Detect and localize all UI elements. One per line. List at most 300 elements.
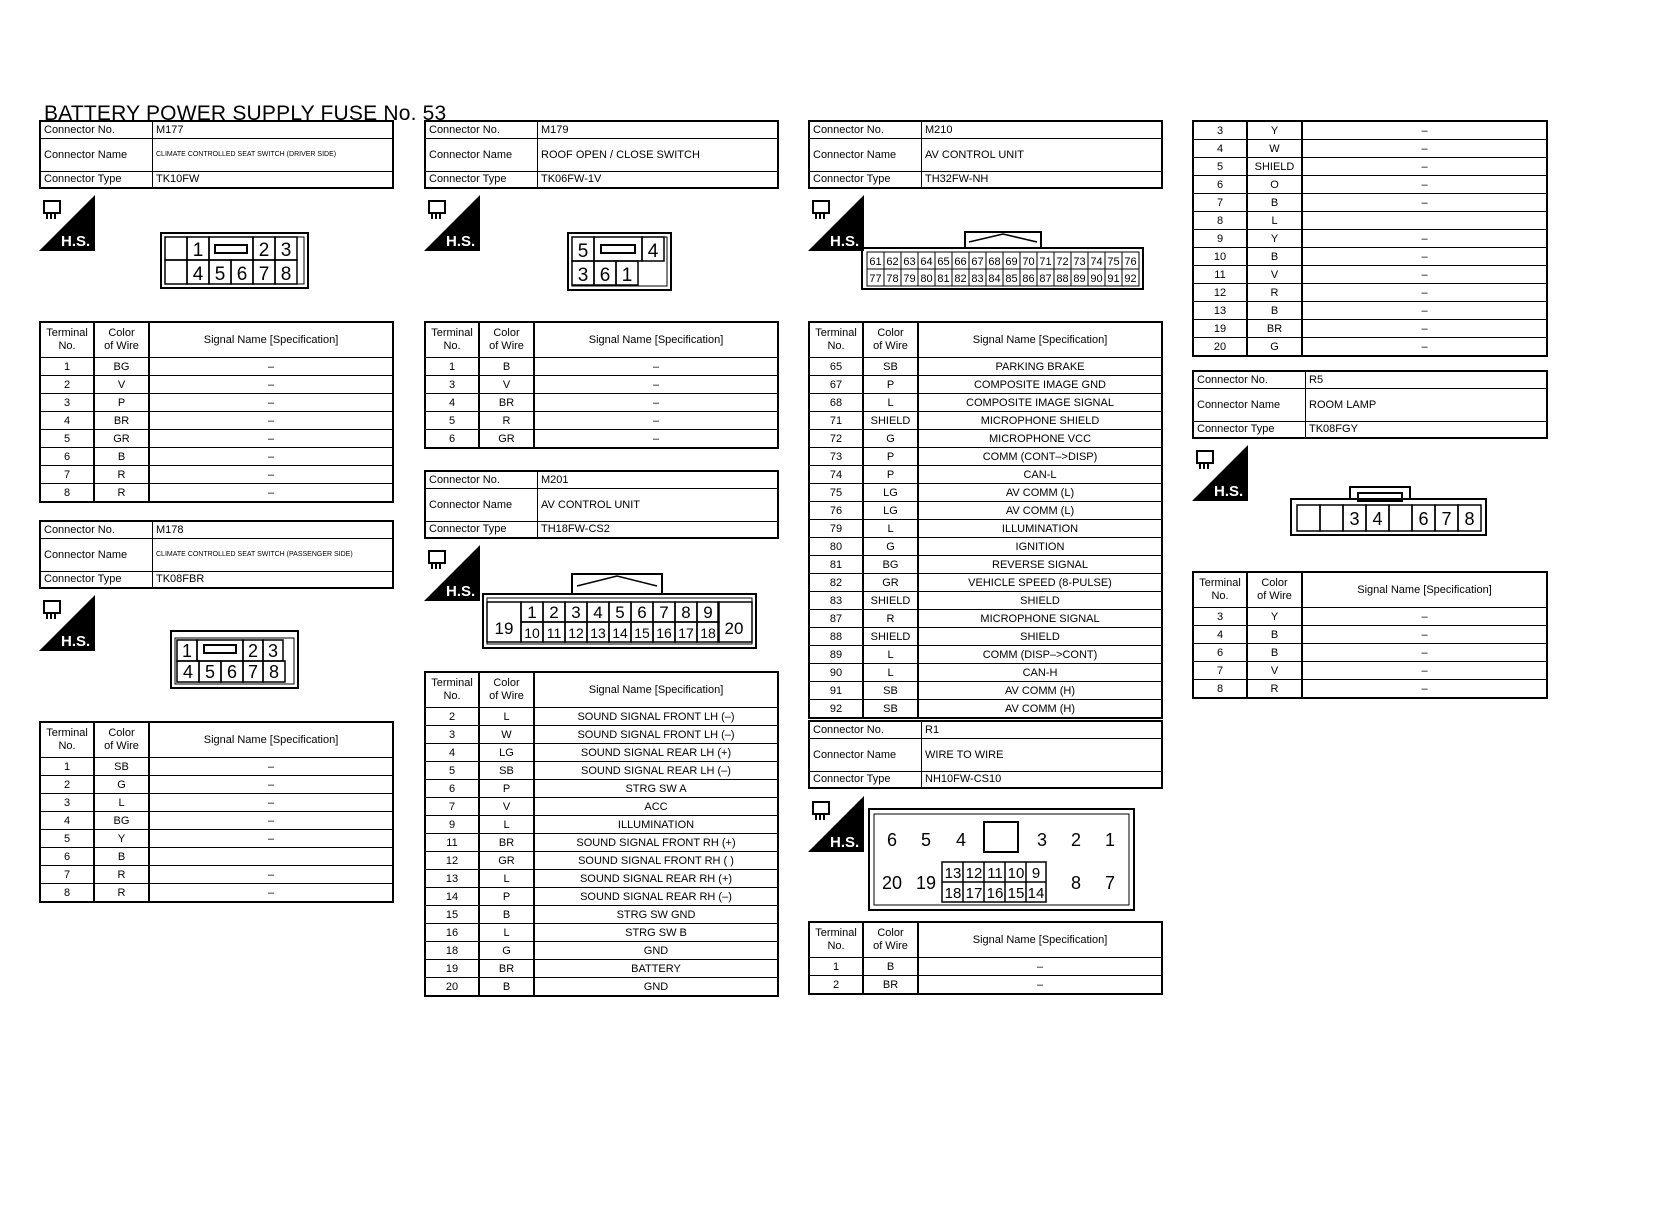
signal-name: SOUND SIGNAL FRONT LH (–): [534, 726, 778, 744]
terminal-no: 12: [425, 852, 479, 870]
pin-label: 2: [549, 603, 559, 622]
wire-color: Y: [1247, 608, 1302, 626]
svg-text:H.S.: H.S.: [830, 233, 860, 250]
table-row: [40, 448, 393, 466]
table-row: [809, 430, 1162, 448]
table-row: [809, 520, 1162, 538]
terminal-no: 19: [425, 960, 479, 978]
label-connector-name: Connector Name: [40, 138, 153, 171]
signal-name: –: [534, 358, 778, 376]
table-row: [1193, 230, 1547, 248]
wire-color: P: [863, 376, 918, 394]
pin-label: 1: [192, 240, 204, 261]
wire-color: L: [1247, 212, 1302, 230]
signal-name: –: [1302, 230, 1547, 248]
signal-name: VEHICLE SPEED (8-PULSE): [918, 574, 1162, 592]
wire-color: R: [479, 412, 534, 430]
label-connector-no: Connector No.: [40, 521, 153, 538]
pin-label: 2: [258, 240, 270, 261]
wire-color: O: [1247, 176, 1302, 194]
terminal-no: 7: [40, 866, 94, 884]
connector-m201: [424, 470, 779, 539]
terminal-table-continuation: [1192, 120, 1548, 357]
pin-label: 61: [869, 256, 882, 268]
harness-side-icon: [424, 545, 480, 601]
pin-label: 7: [258, 264, 270, 285]
wire-color: R: [94, 466, 149, 484]
signal-name: –: [918, 958, 1162, 976]
label-connector-name: Connector Name: [425, 488, 538, 521]
pin-label: 87: [1039, 273, 1052, 285]
wire-color: P: [479, 888, 534, 906]
pin-label: 3: [571, 603, 581, 622]
header-signal-name: Signal Name [Specification]: [149, 322, 393, 358]
signal-name: –: [1302, 662, 1547, 680]
connector-type-value: TK08FBR: [153, 571, 394, 588]
connector-m177: [39, 120, 394, 189]
table-row: [425, 394, 778, 412]
connector-no-value: M178: [153, 521, 394, 538]
table-row: [809, 484, 1162, 502]
table-row: [425, 376, 778, 394]
label-connector-type: Connector Type: [809, 771, 922, 788]
table-row: [1193, 338, 1547, 357]
table-row: [425, 726, 778, 744]
table-row: [809, 592, 1162, 610]
pin-label: 12: [965, 865, 983, 882]
pin-label: 79: [903, 273, 916, 285]
table-row: [40, 466, 393, 484]
harness-side-icon: [424, 195, 480, 251]
connector-name-value: CLIMATE CONTROLLED SEAT SWITCH (DRIVER SIDE): [153, 138, 394, 171]
connector-face-r5: [1290, 485, 1488, 542]
table-row: [809, 376, 1162, 394]
label-connector-type: Connector Type: [809, 171, 922, 188]
signal-name: SOUND SIGNAL FRONT LH (–): [534, 708, 778, 726]
signal-name: –: [534, 376, 778, 394]
terminal-no: 2: [809, 976, 863, 995]
wire-color: BR: [1247, 320, 1302, 338]
table-row: [425, 906, 778, 924]
signal-name: SOUND SIGNAL REAR RH (–): [534, 888, 778, 906]
wire-color: L: [479, 870, 534, 888]
connector-name-value: ROOF OPEN / CLOSE SWITCH: [538, 138, 779, 171]
harness-side-icon: [808, 195, 864, 251]
table-row: [425, 762, 778, 780]
pin-label: 63: [903, 256, 916, 268]
header-signal-name: Signal Name [Specification]: [918, 922, 1162, 958]
connector-m178: [39, 520, 394, 589]
table-row: [809, 448, 1162, 466]
signal-name: –: [1302, 121, 1547, 140]
terminal-no: 5: [1193, 158, 1247, 176]
pin-label: 6: [226, 662, 238, 682]
pin-label: 90: [1090, 273, 1103, 285]
table-row: [40, 794, 393, 812]
signal-name: –: [149, 776, 393, 794]
pin-label: 4: [1372, 509, 1383, 529]
terminal-no: 2: [40, 776, 94, 794]
signal-name: MICROPHONE SHIELD: [918, 412, 1162, 430]
pin-label: 8: [280, 264, 292, 285]
terminal-table-header: [425, 672, 778, 708]
pin-label: 3: [280, 240, 292, 261]
pin-label: 81: [937, 273, 950, 285]
signal-name: COMM (CONT–>DISP): [918, 448, 1162, 466]
terminal-no: 3: [40, 394, 94, 412]
connector-no-value: R5: [1306, 371, 1548, 388]
terminal-no: 6: [425, 780, 479, 798]
table-row: [809, 556, 1162, 574]
signal-name: –: [149, 484, 393, 503]
connector-header: [808, 120, 1163, 189]
pin-label: 5: [577, 241, 589, 262]
wire-color: SHIELD: [863, 412, 918, 430]
pin-label: 6: [1418, 509, 1429, 529]
terminal-no: 6: [1193, 644, 1247, 662]
header-signal-name: Signal Name [Specification]: [534, 672, 778, 708]
signal-name: –: [1302, 626, 1547, 644]
pin-label: 5: [214, 264, 226, 285]
pin-label: 4: [182, 662, 194, 682]
wire-color: BG: [94, 358, 149, 376]
signal-name: –: [149, 884, 393, 903]
connector-type-value: TH18FW-CS2: [538, 521, 779, 538]
table-row: [809, 574, 1162, 592]
table-row: [40, 376, 393, 394]
header-color-of-wire: Color of Wire: [1247, 572, 1302, 608]
header-color-of-wire: Color of Wire: [94, 322, 149, 358]
wire-color: B: [479, 978, 534, 997]
terminal-no: 10: [1193, 248, 1247, 266]
signal-name: BATTERY: [534, 960, 778, 978]
table-row: [1193, 266, 1547, 284]
pin-label: 2: [247, 641, 259, 661]
signal-name: CAN-L: [918, 466, 1162, 484]
pin-label: 62: [886, 256, 899, 268]
signal-name: –: [918, 976, 1162, 995]
terminal-no: 19: [1193, 320, 1247, 338]
connector-face-m210: [861, 230, 1146, 297]
signal-name: –: [149, 376, 393, 394]
header-terminal-no: Terminal No.: [809, 322, 863, 358]
wire-color: L: [479, 924, 534, 942]
table-row: [1193, 176, 1547, 194]
terminal-no: 82: [809, 574, 863, 592]
wire-color: V: [479, 376, 534, 394]
pin-label: 11: [546, 625, 562, 641]
pin-label: 75: [1107, 256, 1120, 268]
table-row: [809, 664, 1162, 682]
signal-name: –: [534, 430, 778, 449]
terminal-table-header: [1193, 572, 1547, 608]
wire-color: BG: [863, 556, 918, 574]
wire-color: LG: [863, 502, 918, 520]
pin-label: 15: [634, 625, 650, 641]
pin-label: 18: [700, 625, 716, 641]
wire-color: B: [863, 958, 918, 976]
label-connector-no: Connector No.: [1193, 371, 1306, 388]
table-row: [425, 780, 778, 798]
wire-color: V: [479, 798, 534, 816]
table-row: [425, 870, 778, 888]
wire-color: SB: [94, 758, 149, 776]
signal-name: SOUND SIGNAL REAR LH (–): [534, 762, 778, 780]
table-row: [425, 978, 778, 997]
pin-label: 10: [524, 625, 540, 641]
wire-color: V: [94, 376, 149, 394]
terminal-no: 8: [1193, 212, 1247, 230]
pin-label: 1: [1104, 830, 1116, 850]
signal-name: STRG SW GND: [534, 906, 778, 924]
header-signal-name: Signal Name [Specification]: [918, 322, 1162, 358]
wire-color: R: [1247, 284, 1302, 302]
connector-header: [424, 120, 779, 189]
table-row: [40, 430, 393, 448]
connector-face-m179: [567, 232, 673, 297]
connector-type-value: TH32FW-NH: [922, 171, 1163, 188]
terminal-no: 5: [425, 412, 479, 430]
label-connector-type: Connector Type: [1193, 421, 1306, 438]
connector-face-r1: [868, 808, 1136, 917]
header-color-of-wire: Color of Wire: [863, 322, 918, 358]
wire-color: BG: [94, 812, 149, 830]
connector-name-value: ROOM LAMP: [1306, 388, 1548, 421]
terminal-no: 72: [809, 430, 863, 448]
table-row: [1193, 662, 1547, 680]
label-connector-name: Connector Name: [809, 138, 922, 171]
connector-no-value: M179: [538, 121, 779, 138]
pin-label: 12: [568, 625, 584, 641]
pin-label: 89: [1073, 273, 1086, 285]
pin-label: 4: [955, 830, 967, 850]
terminal-no: 16: [425, 924, 479, 942]
table-row: [1193, 626, 1547, 644]
svg-text:H.S.: H.S.: [1214, 483, 1244, 500]
label-connector-no: Connector No.: [425, 121, 538, 138]
pin-label: 82: [954, 273, 967, 285]
pin-label: 88: [1056, 273, 1069, 285]
signal-name: MICROPHONE SIGNAL: [918, 610, 1162, 628]
wire-color: BR: [479, 960, 534, 978]
connector-type-value: TK06FW-1V: [538, 171, 779, 188]
signal-name: AV COMM (L): [918, 484, 1162, 502]
connector-header: [808, 720, 1163, 789]
pin-label: 11: [987, 865, 1003, 882]
connector-r5: [1192, 370, 1548, 439]
terminal-table-r5: [1192, 571, 1548, 699]
pin-label: 9: [1031, 865, 1041, 882]
table-row: [809, 502, 1162, 520]
svg-text:H.S.: H.S.: [830, 834, 860, 851]
label-connector-name: Connector Name: [1193, 388, 1306, 421]
pin-label: 86: [1022, 273, 1035, 285]
table-row: [425, 798, 778, 816]
signal-name: [1302, 212, 1547, 230]
svg-text:H.S.: H.S.: [61, 233, 91, 250]
wire-color: V: [1247, 662, 1302, 680]
terminal-no: 14: [425, 888, 479, 906]
table-row: [425, 960, 778, 978]
wire-color: GR: [479, 852, 534, 870]
terminal-table-m201: [424, 671, 779, 997]
pin-label: 8: [1464, 509, 1475, 529]
pin-label: 20: [724, 619, 744, 638]
terminal-no: 2: [40, 376, 94, 394]
terminal-no: 8: [40, 484, 94, 503]
pin-label: 68: [988, 256, 1001, 268]
terminal-no: 4: [425, 394, 479, 412]
header-color-of-wire: Color of Wire: [479, 322, 534, 358]
terminal-no: 75: [809, 484, 863, 502]
table-row: [1193, 680, 1547, 699]
pin-label: 85: [1005, 273, 1018, 285]
wire-color: R: [94, 484, 149, 503]
signal-name: SHIELD: [918, 592, 1162, 610]
signal-name: –: [1302, 140, 1547, 158]
connector-name-value: AV CONTROL UNIT: [538, 488, 779, 521]
pin-label: 6: [236, 264, 248, 285]
terminal-no: 87: [809, 610, 863, 628]
table-row: [425, 412, 778, 430]
terminal-no: 74: [809, 466, 863, 484]
terminal-no: 3: [40, 794, 94, 812]
pin-label: 13: [590, 625, 606, 641]
pin-label: 1: [621, 265, 633, 286]
signal-name: –: [1302, 176, 1547, 194]
terminal-table-header: [40, 722, 393, 758]
wire-color: G: [479, 942, 534, 960]
pin-label: 8: [681, 603, 691, 622]
terminal-no: 1: [809, 958, 863, 976]
terminal-no: 12: [1193, 284, 1247, 302]
pin-label: 8: [1070, 873, 1082, 893]
terminal-table-header: [809, 922, 1162, 958]
pin-label: 7: [1104, 873, 1116, 893]
pin-label: 4: [647, 241, 659, 262]
connector-header: [1192, 370, 1548, 439]
signal-name: ACC: [534, 798, 778, 816]
terminal-no: 68: [809, 394, 863, 412]
table-row: [40, 812, 393, 830]
terminal-no: 2: [425, 708, 479, 726]
table-row: [40, 758, 393, 776]
pin-label: 1: [527, 603, 537, 622]
header-terminal-no: Terminal No.: [40, 722, 94, 758]
signal-name: AV COMM (H): [918, 682, 1162, 700]
harness-side-icon: [39, 195, 95, 251]
signal-name: –: [1302, 284, 1547, 302]
connector-type-value: TK08FGY: [1306, 421, 1548, 438]
wire-color: Y: [94, 830, 149, 848]
terminal-no: 4: [1193, 140, 1247, 158]
signal-name: STRG SW B: [534, 924, 778, 942]
pin-label: 80: [920, 273, 933, 285]
wire-color: B: [94, 448, 149, 466]
signal-name: –: [149, 448, 393, 466]
wire-color: L: [863, 394, 918, 412]
pin-label: 67: [971, 256, 984, 268]
table-row: [425, 852, 778, 870]
wire-color: L: [863, 664, 918, 682]
terminal-no: 5: [40, 830, 94, 848]
signal-name: –: [149, 358, 393, 376]
label-connector-type: Connector Type: [40, 571, 153, 588]
terminal-no: 79: [809, 520, 863, 538]
table-row: [809, 412, 1162, 430]
terminal-no: 88: [809, 628, 863, 646]
terminal-no: 80: [809, 538, 863, 556]
wire-color: SB: [863, 358, 918, 376]
pin-label: 74: [1090, 256, 1103, 268]
connector-no-value: R1: [922, 721, 1163, 738]
terminal-no: 89: [809, 646, 863, 664]
connector-r1: [808, 720, 1163, 789]
header-terminal-no: Terminal No.: [809, 922, 863, 958]
wire-color: BR: [863, 976, 918, 995]
terminal-no: 3: [425, 376, 479, 394]
terminal-no: 73: [809, 448, 863, 466]
wire-color: L: [863, 520, 918, 538]
terminal-no: 13: [1193, 302, 1247, 320]
table-row: [425, 888, 778, 906]
label-connector-name: Connector Name: [425, 138, 538, 171]
pin-label: 7: [1441, 509, 1452, 529]
table-row: [809, 682, 1162, 700]
wire-color: B: [1247, 248, 1302, 266]
connector-name-value: AV CONTROL UNIT: [922, 138, 1163, 171]
terminal-no: 6: [425, 430, 479, 449]
connector-header: [39, 520, 394, 589]
signal-name: AV COMM (L): [918, 502, 1162, 520]
pin-label: 6: [637, 603, 647, 622]
signal-name: –: [1302, 680, 1547, 699]
terminal-no: 6: [40, 848, 94, 866]
wire-color: L: [479, 708, 534, 726]
wire-color: L: [94, 794, 149, 812]
wire-color: B: [1247, 644, 1302, 662]
pin-label: 5: [615, 603, 625, 622]
table-row: [809, 610, 1162, 628]
pin-label: 4: [593, 603, 603, 622]
table-row: [809, 466, 1162, 484]
connector-m210: [808, 120, 1163, 189]
wire-color: B: [94, 848, 149, 866]
terminal-no: 20: [425, 978, 479, 997]
wire-color: BR: [479, 394, 534, 412]
signal-name: IGNITION: [918, 538, 1162, 556]
signal-name: CAN-H: [918, 664, 1162, 682]
pin-label: 17: [965, 885, 983, 902]
pin-label: 72: [1056, 256, 1069, 268]
wire-color: G: [863, 430, 918, 448]
connector-face-m201: [482, 572, 758, 655]
pin-label: 17: [678, 625, 694, 641]
signal-name: –: [1302, 608, 1547, 626]
wire-color: B: [1247, 302, 1302, 320]
table-row: [809, 628, 1162, 646]
pin-label: 84: [988, 273, 1001, 285]
table-row: [40, 412, 393, 430]
table-row: [809, 394, 1162, 412]
pin-label: 3: [577, 265, 589, 286]
wire-color: GR: [94, 430, 149, 448]
header-terminal-no: Terminal No.: [425, 672, 479, 708]
terminal-no: 3: [1193, 608, 1247, 626]
pin-label: 4: [192, 264, 204, 285]
table-row: [425, 834, 778, 852]
signal-name: COMM (DISP–>CONT): [918, 646, 1162, 664]
